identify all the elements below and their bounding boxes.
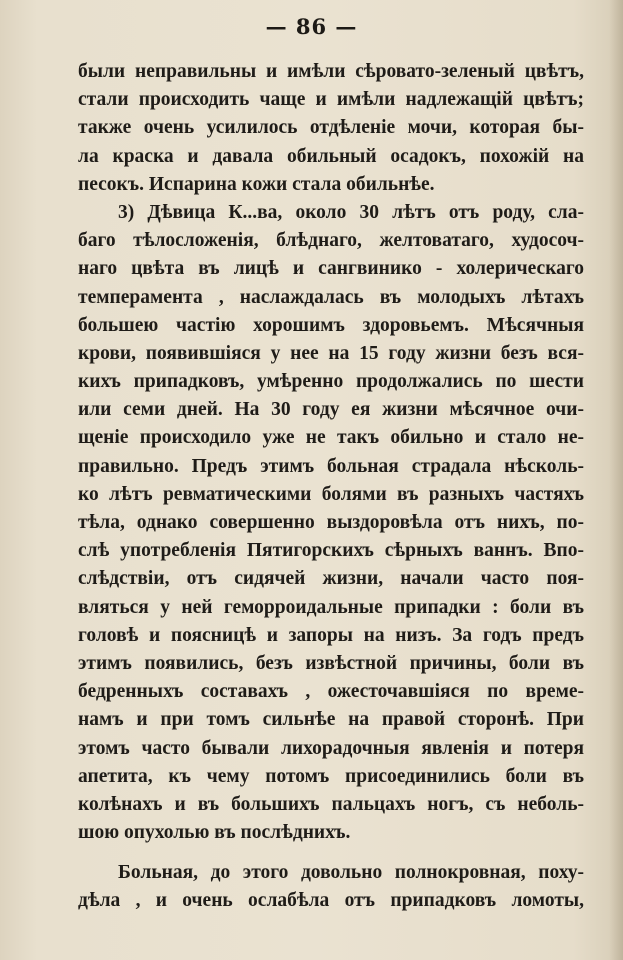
text-line: шою опухолью въ послѣднихъ. (78, 822, 351, 844)
text-line: были неправильны и имѣли сѣровато-зеленый цвѣтъ, (78, 61, 584, 82)
body-text (78, 58, 584, 916)
text-line: кихъ припадковъ, умѣренно продолжались по шести (78, 371, 584, 393)
text-line: правильно. Предъ этимъ больная страдала нѣсколь- (78, 455, 584, 477)
text-line: колѣнахъ и въ большихъ пальцахъ ногъ, съ неболь- (78, 793, 584, 815)
text-line: наго цвѣта въ лицѣ и сангвинико - холерическаго (78, 258, 584, 280)
page-number: — 86 — (265, 14, 358, 39)
text-line: крови, появившіяся у нее на 15 году жизни безъ вся- (78, 342, 584, 364)
text-line: 3) Дѣвица К...ва, около 30 лѣтъ отъ роду, сла- (118, 201, 584, 223)
text-line: этомъ часто бывали лихорадочныя явленія и потеря (78, 737, 584, 759)
text-line: баго тѣлосложенія, блѣднаго, желтоватаго, худосоч- (78, 230, 584, 252)
text-line: ко лѣтъ ревматическими болями въ разныхъ частяхъ (78, 483, 584, 505)
text-line: головѣ и поясницѣ и запоры на низъ. За годъ предъ (78, 624, 584, 646)
text-line: большею частію хорошимъ здоровьемъ. Мѣсячныя (78, 314, 584, 336)
text-line: также очень усилилось отдѣленіе мочи, которая бы- (78, 117, 584, 139)
text-line: ла краска и давала обильный осадокъ, похожій на (78, 145, 584, 167)
page-edge-shadow (609, 0, 623, 960)
text-line: песокъ. Испарина кожи стала обильнѣе. (78, 173, 435, 195)
text-line: дѣла , и очень ослабѣла отъ припадковъ ломоты, (78, 890, 584, 912)
text-line: слѣ употребленія Пятигорскихъ сѣрныхъ ваннъ. Впо- (78, 540, 584, 562)
text-line: бедренныхъ составахъ , ожесточавшіяся по време- (78, 681, 584, 703)
text-line: темперамента , наслаждалась въ молодыхъ лѣтахъ (78, 286, 584, 308)
text-line: стали происходить чаще и имѣли надлежащій цвѣтъ; (78, 89, 584, 111)
text-line: этимъ появились, безъ извѣстной причины, боли въ (78, 652, 584, 674)
text-line: щеніе происходило уже не такъ обильно и стало не- (78, 427, 584, 449)
text-line: слѣдствіи, отъ сидячей жизни, начали часто поя- (78, 568, 584, 590)
text-line: Больная, до этого довольно полнокровная, поху- (118, 862, 584, 884)
text-line: тѣла, однако совершенно выздоровѣла отъ нихъ, по- (78, 512, 584, 533)
text-line: вляться у ней геморроидальные припадки : боли въ (78, 596, 584, 618)
text-line: апетита, къ чему потомъ присоединились боли въ (78, 765, 584, 787)
text-line: намъ и при томъ сильнѣе на правой сторонѣ. При (78, 709, 584, 731)
text-line: или семи дней. На 30 году ея жизни мѣсячное очи- (78, 399, 584, 421)
